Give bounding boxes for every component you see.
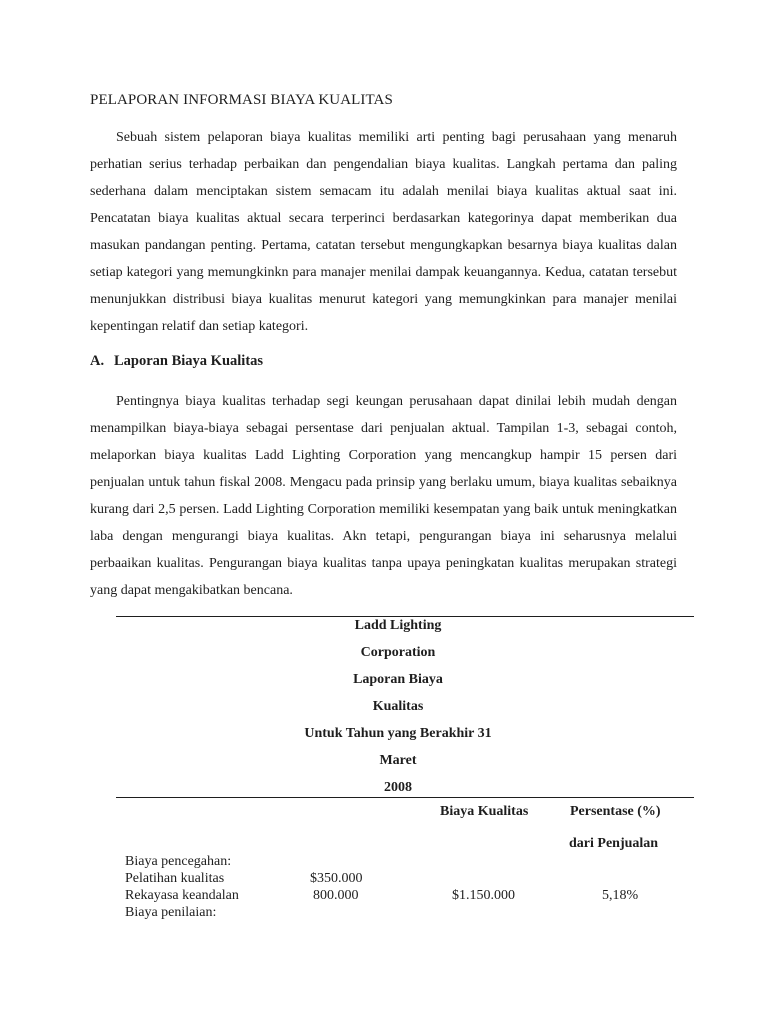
document-title: PELAPORAN INFORMASI BIAYA KUALITAS bbox=[90, 92, 393, 108]
column-header-biaya-kualitas: Biaya Kualitas bbox=[440, 804, 529, 819]
report-title-line: Untuk Tahun yang Berakhir 31 bbox=[304, 726, 492, 741]
row-label-biaya-penilaian: Biaya penilaian: bbox=[125, 905, 217, 920]
section-heading bbox=[90, 353, 263, 370]
report-title-line: Laporan Biaya bbox=[353, 672, 443, 687]
column-header-dari-penjualan: dari Penjualan bbox=[569, 836, 659, 851]
row-label-rekayasa-keandalan: Rekayasa keandalan bbox=[125, 888, 239, 903]
report-header-rule bbox=[116, 797, 694, 798]
intro-paragraph: Sebuah sistem pelaporan biaya kualitas memiliki arti penting bagi perusahaan yang menaruh perhatian serius terhadap perbaikan dan pengendalian biaya kualitas. Langkah pertama dan paling sederhana dalam menciptakan sistem semacam itu adalah menilai biaya kualitas aktual saat ini. Pencatatan biaya kualitas aktual secara terperinci berdasarkan kategorinya dapat memberikan dua masukan pandangan penting. Pertama, catatan tersebut mengungkapkan besarnya biaya kualitas dalan setiap kategori yang memungkinkn para manajer menilai dampak keuangannya. Kedua, catatan tersebut menunjukkan distribusi biaya kualitas menurut kategori yang memungkinkan para manajer menilai kepentingan relatif dan setiap kategori. bbox=[90, 130, 677, 334]
section-marker: A. bbox=[90, 353, 105, 369]
row-label-biaya-pencegahan: Biaya pencegahan: bbox=[125, 854, 232, 869]
report-title-line: Ladd Lighting bbox=[354, 618, 442, 633]
row-percent-biaya-pencegahan: 5,18% bbox=[602, 888, 639, 903]
column-header-persentase: Persentase (%) bbox=[570, 804, 661, 819]
section-paragraph: Pentingnya biaya kualitas terhadap segi keungan perusahaan dapat dinilai lebih mudah dengan menampilkan biaya-biaya sebagai persentase dari penjualan aktual. Tampilan 1-3, sebagai contoh, melaporkan biaya kualitas Ladd Lighting Corporation yang mencangkup hampir 15 persen dari penjualan untuk tahun fiskal 2008. Mengacu pada prinsip yang berlaku umum, biaya kualitas sebaiknya kurang dari 2,5 persen. Ladd Lighting Corporation memiliki kesempatan yang baik untuk meningkatkan laba dengan mengurangi biaya kualitas. Akn tetapi, pengurangan biaya ini seharusnya melalui perbaaikan kualitas. Pengurangan biaya kualitas tanpa upaya peningkatan kualitas merupakan strategi yang dapat mengakibatkan bencana. bbox=[90, 394, 677, 598]
row-total-biaya-pencegahan: $1.150.000 bbox=[452, 888, 515, 903]
section-heading-text: Laporan Biaya Kualitas bbox=[114, 353, 264, 369]
report-title-line: Maret bbox=[379, 753, 417, 768]
row-amount-rekayasa-keandalan: 800.000 bbox=[313, 888, 359, 903]
row-amount-pelatihan-kualitas: $350.000 bbox=[310, 871, 363, 886]
row-label-pelatihan-kualitas: Pelatihan kualitas bbox=[125, 871, 225, 886]
report-title-line: Corporation bbox=[360, 645, 436, 660]
report-title-line: Kualitas bbox=[372, 699, 424, 714]
report-title bbox=[254, 612, 542, 801]
report-title-line: 2008 bbox=[384, 780, 412, 795]
